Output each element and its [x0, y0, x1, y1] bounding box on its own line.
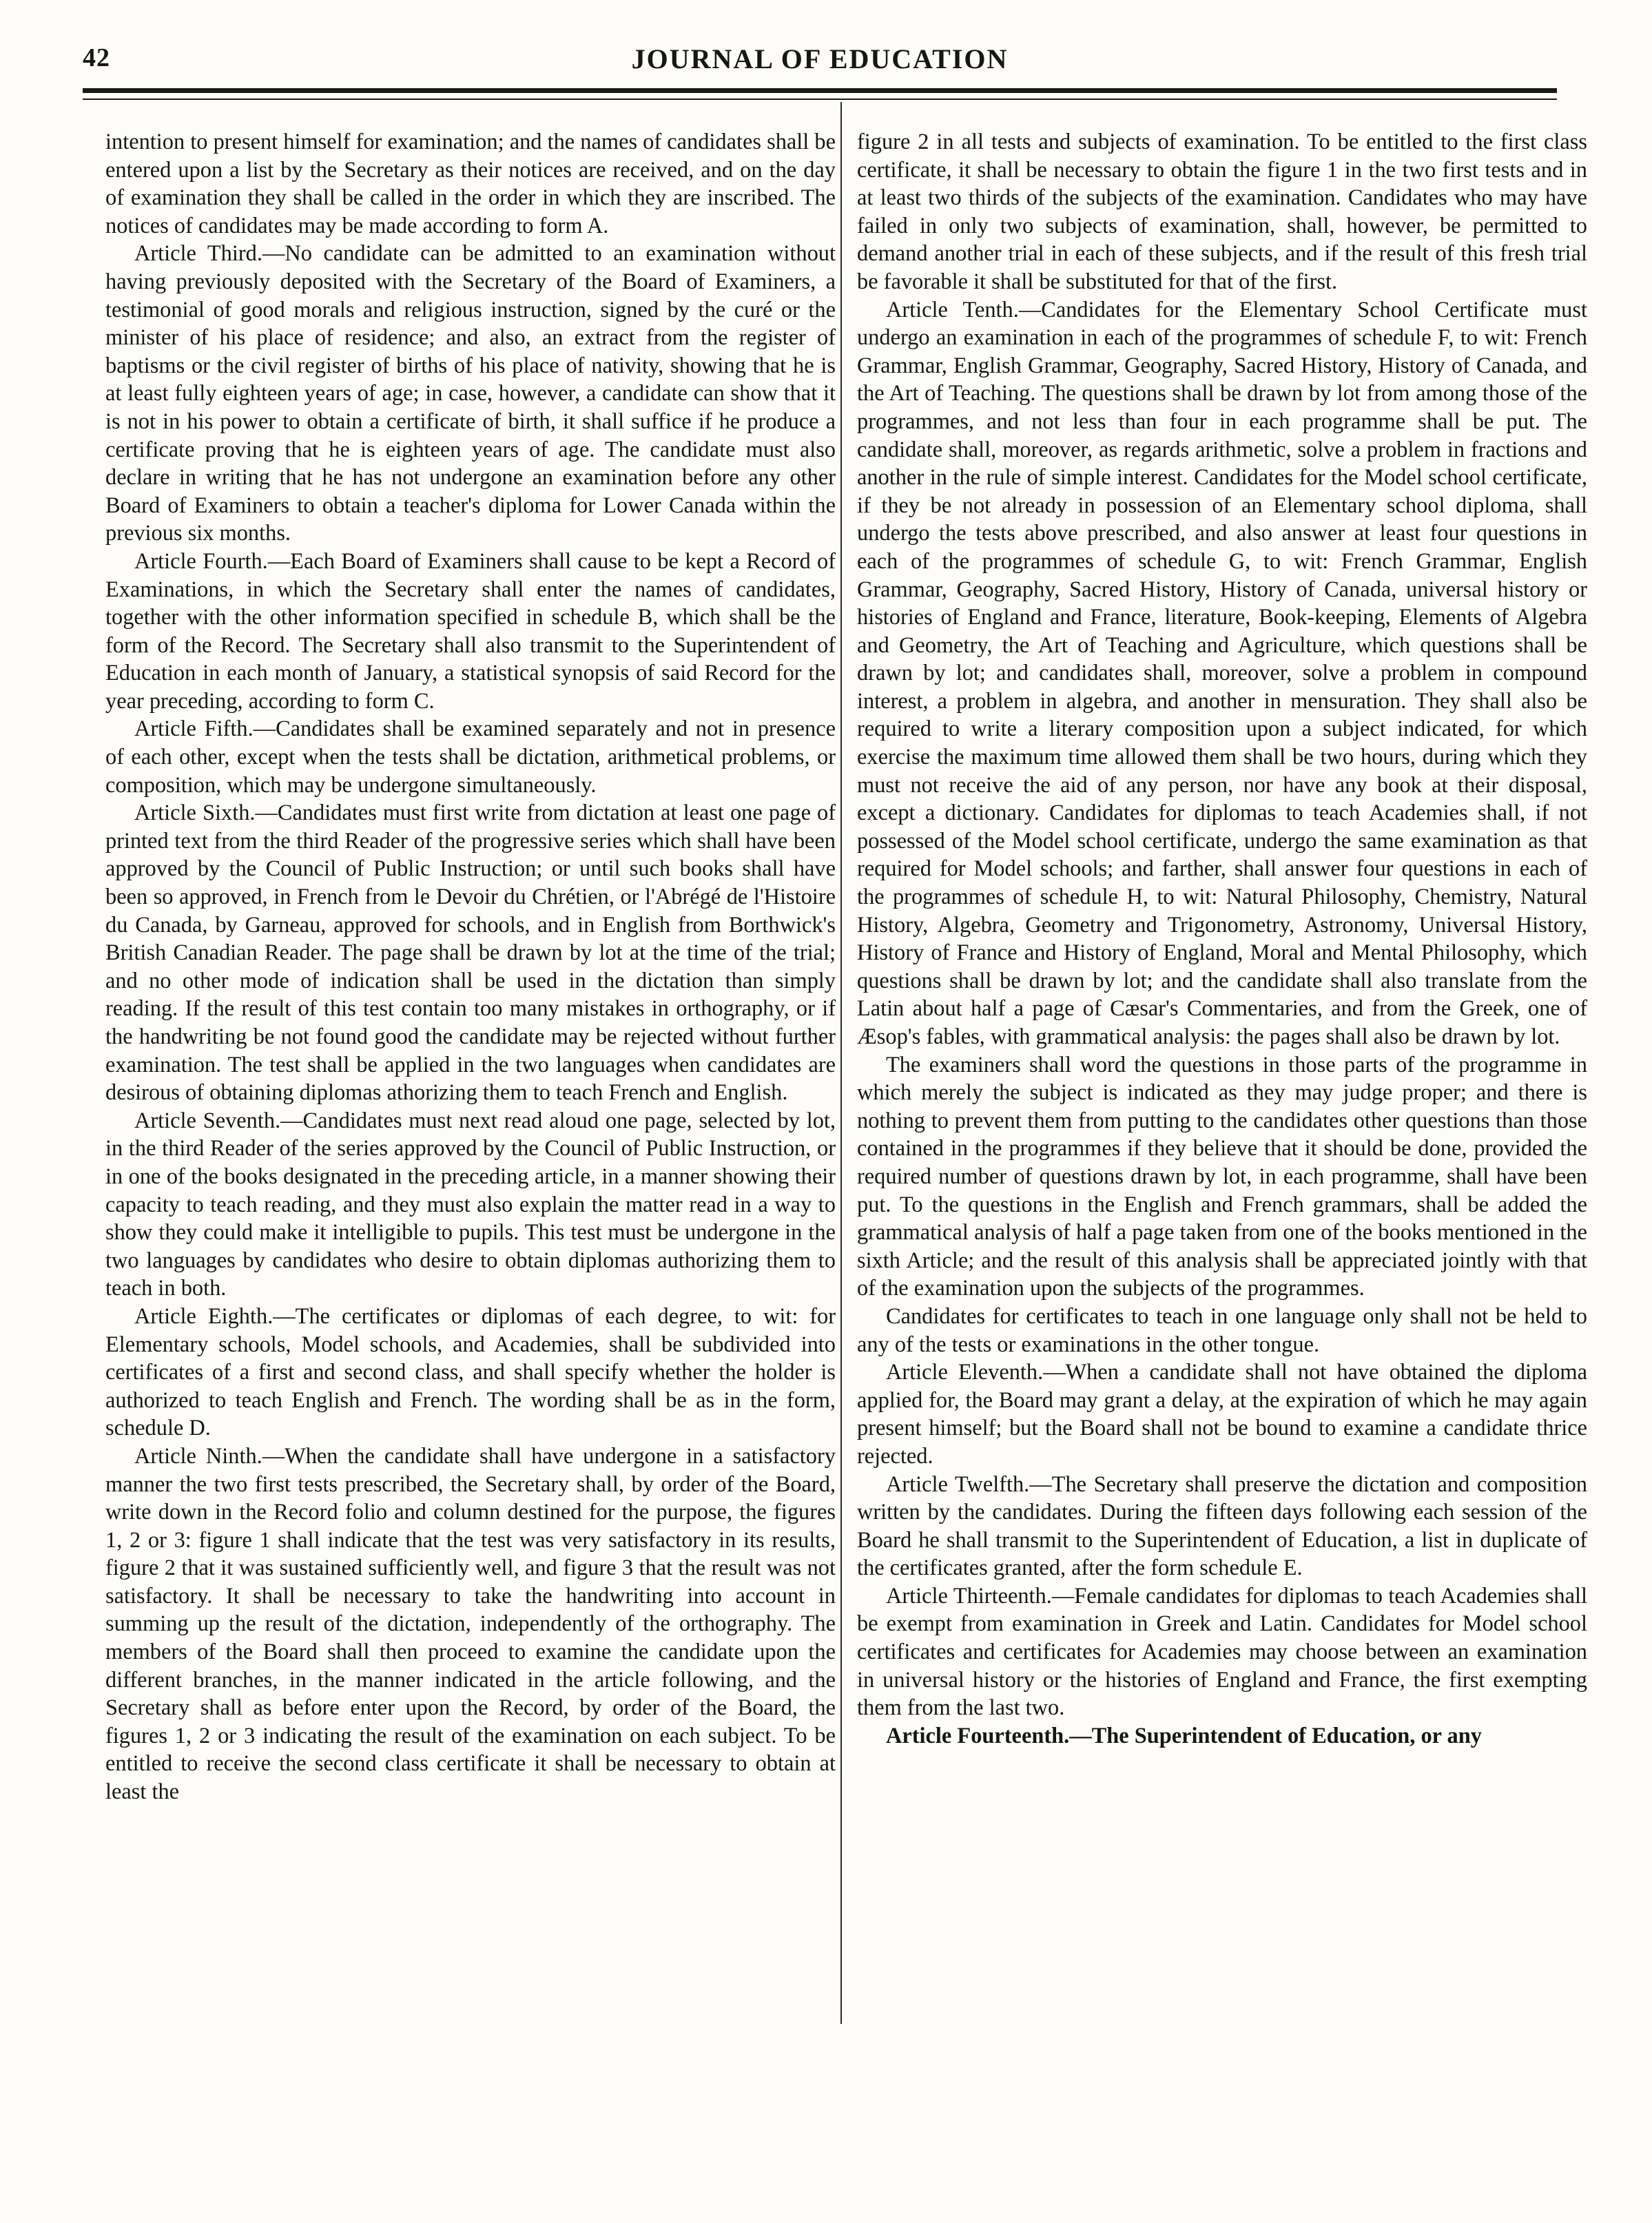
paragraph: Article Fifth.—Candidates shall be examined separately and not in presence of each other, except when the tests shall be dictation, arithmetical problems, or composition, which may be undergone simultaneously.: [105, 716, 836, 798]
paragraph: Article Twelfth.—The Secretary shall preserve the dictation and composition written by the candidates. During the fifteen days following each session of the Board he shall transmit to the Superintendent of Education, a list in duplicate of the certificates granted, after the form schedule E.: [857, 1471, 1587, 1581]
column-divider: [840, 102, 842, 2024]
paragraph: Article Ninth.—When the candidate shall have undergone in a satisfactory manner the two first tests prescribed, the Secretary shall, by order of the Board, write down in the Record folio and column destined for the purpose, the figures 1, 2 or 3: figure 1 shall indicate that the test was very satisfactory in its results, figure 2 that it was sustained sufficiently well, and figure 3 that the result was not satisfactory. It shall be necessary to take the handwriting into account in summing up the result of the dictation, independently of the orthography. The members of the Board shall then proceed to examine the candidate upon the different branches, in the manner indicated in the article following, and the Secretary shall as before enter upon the Record, by order of the Board, the figures 1, 2 or 3 indicating the result of the examination on each subject. To be entitled to receive the second class certificate it shall be necessary to obtain at least the: [105, 1443, 836, 1805]
paragraph: Article Tenth.—Candidates for the Elementary School Certificate must undergo an examination in each of the programmes of schedule F, to wit: French Grammar, English Grammar, Geography, Sacred History, History of Canada, and the Art of Teaching. The questions shall be drawn by lot from among those of the programmes, and not less than four in each programme shall be put. The candidate shall, moreover, as regards arithmetic, solve a problem in fractions and another in the rule of simple interest. Candidates for the Model school certificate, if they be not already in possession of an Elementary school diploma, shall undergo the tests above prescribed, and also answer at least four questions in each of the programmes of schedule G, to wit: French Grammar, English Grammar, Geography, Sacred History, History of Canada, universal history or histories of England and France, literature, Book-keeping, Elements of Algebra and Geometry, the Art of Teaching and Agriculture, which questions shall be drawn by lot; and candidates shall, moreover, solve a problem in compound interest, a problem in algebra, and another in mensuration. They shall also be required to write a literary composition upon a subject indicated, for which exercise the maximum time allowed them shall be two hours, during which they must not receive the aid of any person, nor have any book at their disposal, except a dictionary. Candidates for diplomas to teach Academies shall, if not possessed of the Model school certificate, undergo the same examination as that required for Model schools; and farther, shall answer four questions in each of the programmes of schedule H, to wit: Natural Philosophy, Chemistry, Natural History, Algebra, Geometry and Trigonometry, Astronomy, Universal History, History of France and History of England, Moral and Mental Philosophy, which questions shall be drawn by lot; and the candidate shall also translate from the Latin about half a page of Cæsar's Commentaries, and from the Greek, one of Æsop's fables, with grammatical analysis: the pages shall also be drawn by lot.: [857, 297, 1587, 1049]
paragraph: intention to present himself for examination; and the names of candidates shall be entered upon a list by the Secretary as their notices are received, and on the day of examination they shall be called in the order in which they are inscribed. The notices of candidates may be made according to form A.: [105, 130, 836, 238]
paragraph: Article Eleventh.—When a candidate shall not have obtained the diploma applied for, the Board may grant a delay, at the expiration of which he may again present himself; but the Board shall not be bound to examine a candidate thrice rejected.: [857, 1360, 1587, 1469]
header-rule-thin: [83, 99, 1557, 100]
paragraph: Article Sixth.—Candidates must first write from dictation at least one page of printed text from the third Reader of the progressive series which shall have been approved by the Council of Public Instruction; or until such books shall have been so approved, in French from le Devoir du Chrétien, or l'Abrégé de l'Histoire du Canada, by Garneau, approved for schools, and in English from Borthwick's British Canadian Reader. The page shall be drawn by lot at the time of the trial; and no other mode of indication shall be used in the dictation than simply reading. If the result of this test contain too many mistakes in orthography, or if the handwriting be not found good the candidate may be rejected without further examination. The test shall be applied in the two languages when candidates are desirous of obtaining diplomas athorizing them to teach French and English.: [105, 800, 836, 1106]
page-number: 42: [83, 43, 110, 72]
paragraph: Article Seventh.—Candidates must next read aloud one page, selected by lot, in the third Reader of the series approved by the Council of Public Instruction, or in one of the books designated in the preceding article, in a manner showing their capacity to teach reading, and they must also explain the matter read in a way to show they could make it intelligible to pupils. This test must be undergone in the two languages by candidates who desire to obtain diplomas authorizing them to teach in both.: [105, 1108, 836, 1301]
paragraph: Candidates for certificates to teach in one language only shall not be held to any of the tests or examinations in the other tongue.: [857, 1303, 1587, 1357]
left-column: [105, 128, 836, 1806]
paragraph: Article Thirteenth.—Female candidates for diplomas to teach Academies shall be exempt from examination in Greek and Latin. Candidates for Model school certificates and certificates for Academies may choose between an examination in universal history or the histories of England and France, the first exempting them from the last two.: [857, 1583, 1587, 1721]
right-column: [857, 128, 1587, 1750]
paragraph: The examiners shall word the questions in those parts of the programme in which merely the subject is indicated as they may judge proper; and there is nothing to prevent them from putting to the candidates other questions than those contained in the programmes if they believe that it should be done, provided the required number of questions drawn by lot, in each programme, shall have been put. To the questions in the English and French grammars, shall be added the grammatical analysis of half a page taken from one of the books mentioned in the sixth Article; and the result of this analysis shall be appreciated jointly with that of the examination upon the subjects of the programmes.: [857, 1052, 1587, 1301]
header-rule-thick: [83, 88, 1557, 93]
paragraph: Article Fourteenth.—The Superintendent of Education, or any: [886, 1723, 1482, 1748]
page-header: [83, 43, 1557, 84]
paragraph: figure 2 in all tests and subjects of examination. To be entitled to the first class certificate, it shall be necessary to obtain the figure 1 in the two first tests and in at least two thirds of the subjects of the examination. Candidates who may have failed in only two subjects of examination, shall, however, be permitted to demand another trial in each of these subjects, and if the result of this fresh trial be favorable it shall be substituted for that of the first.: [857, 130, 1587, 294]
paragraph: Article Fourth.—Each Board of Examiners shall cause to be kept a Record of Examinations, in which the Secretary shall enter the names of candidates, together with the other information specified in schedule B, which shall be the form of the Record. The Secretary shall also transmit to the Superintendent of Education in each month of January, a statistical synopsis of said Record for the year preceding, according to form C.: [105, 548, 836, 714]
paragraph: Article Third.—No candidate can be admitted to an examination without having previously deposited with the Secretary of the Board of Examiners, a testimonial of good morals and religious instruction, signed by the curé or the minister of his place of residence; and also, an extract from the register of baptisms or the civil register of births of his place of nativity, showing that he is at least fully eighteen years of age; in case, however, a candidate can show that it is not in his power to obtain a certificate of birth, it shall suffice if he produce a certificate proving that he is eighteen years of age. The candidate must also declare in writing that he has not undergone an examination before any other Board of Examiners to obtain a teacher's diploma for Lower Canada within the previous six months.: [105, 241, 836, 546]
running-title: JOURNAL OF EDUCATION: [631, 43, 1009, 74]
paragraph: Article Eighth.—The certificates or diplomas of each degree, to wit: for Elementary schools, Model schools, and Academies, shall be subdivided into certificates of a first and second class, and shall specify whether the holder is authorized to teach English and French. The wording shall be as in the form, schedule D.: [105, 1303, 836, 1441]
